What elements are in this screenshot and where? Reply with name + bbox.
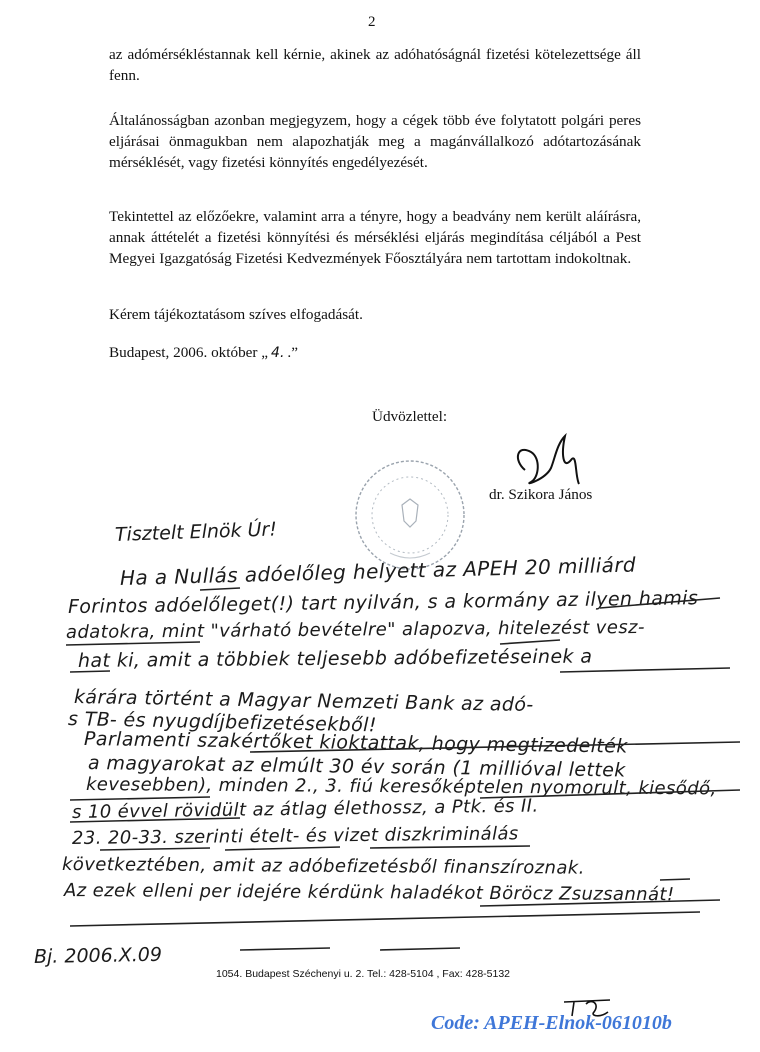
handwritten-line: kevesebben), minden 2., 3. fiú keresőképtelen nyomorult, kiesődő, (85, 774, 717, 800)
date-suffix: .” (287, 344, 298, 361)
date-prefix: Budapest, 2006. október „ (109, 344, 269, 361)
page-number: 2 (368, 14, 376, 30)
paragraph-3: Tekintettel az előzőekre, valamint arra a tényre, hogy a beadvány nem került aláírásra, annak áttételét a fizetési könnyítési és mérséklési eljárás megindítása céljából a Pest Megyei Igazgatóság Fizetési Kedvezmények Főosztályára nem tartottam indokoltnak. (109, 208, 641, 267)
handwritten-line: kárára történt a Magyar Nemzeti Bank az adó- (73, 686, 534, 717)
greeting: Üdvözlettel: (372, 408, 448, 425)
handwritten-line: Az ezek elleni per idejére kérdünk haladékot Böröcz Zsuzsannát! (63, 880, 675, 906)
handwritten-line: s TB- és nyugdíjbefizetésekből! (67, 708, 378, 737)
handwritten-line: Parlamenti szakértőket kioktattak, hogy megtizedelték (83, 728, 628, 758)
handwritten-line: 23. 20-33. szerinti ételt- és vizet diszkriminálás (71, 823, 519, 849)
handwritten-salutation: Tisztelt Elnök Úr! (114, 518, 278, 546)
document-code: Code: APEH-Elnok-061010b (431, 1012, 672, 1034)
date-handwritten-day: 4. (271, 345, 285, 361)
handwritten-line: Forintos adóelőleget(!) tart nyilván, s a kormány az ilyen hamis (67, 587, 699, 618)
handwritten-line: hat ki, amit a többiek teljesebb adóbefizetéseinek a (77, 645, 593, 672)
handwritten-initials: Bj. 2006.X.09 (33, 943, 163, 968)
paragraph-2: Általánosságban azonban megjegyzem, hogy a cégek több éve folytatott polgári peres eljárásai önmagukban nem alapozhatják meg a magánvállalkozó adótartozásának mérséklését, vagy fizetési könnyítés engedélyezését. (109, 112, 641, 171)
paragraph-4: Kérem tájékoztatásom szíves elfogadását. (109, 306, 363, 323)
handwritten-line: a magyarokat az elmúlt 30 év során (1 millióval lettek (87, 752, 626, 782)
handwritten-line: s 10 évvel rövidült az átlag élethossz, a Ptk. és II. (71, 795, 539, 823)
handwritten-line: adatokra, mint "várható bevételre" alapozva, hitelezést vesz- (65, 616, 645, 643)
footer-address: 1054. Budapest Széchenyi u. 2. Tel.: 428-5104 , Fax: 428-5132 (216, 968, 511, 980)
paragraph-1: az adómérsékléstannak kell kérnie, akinek az adóhatóságnál fizetési kötelezettsége áll fenn. (109, 46, 641, 84)
handwritten-line: Ha a Nullás adóelőleg helyett az APEH 20 milliárd (119, 552, 637, 590)
signer-name: dr. Szikora János (489, 486, 593, 503)
handwritten-line: következtében, amit az adóbefizetésből finanszíroznak. (61, 854, 585, 879)
